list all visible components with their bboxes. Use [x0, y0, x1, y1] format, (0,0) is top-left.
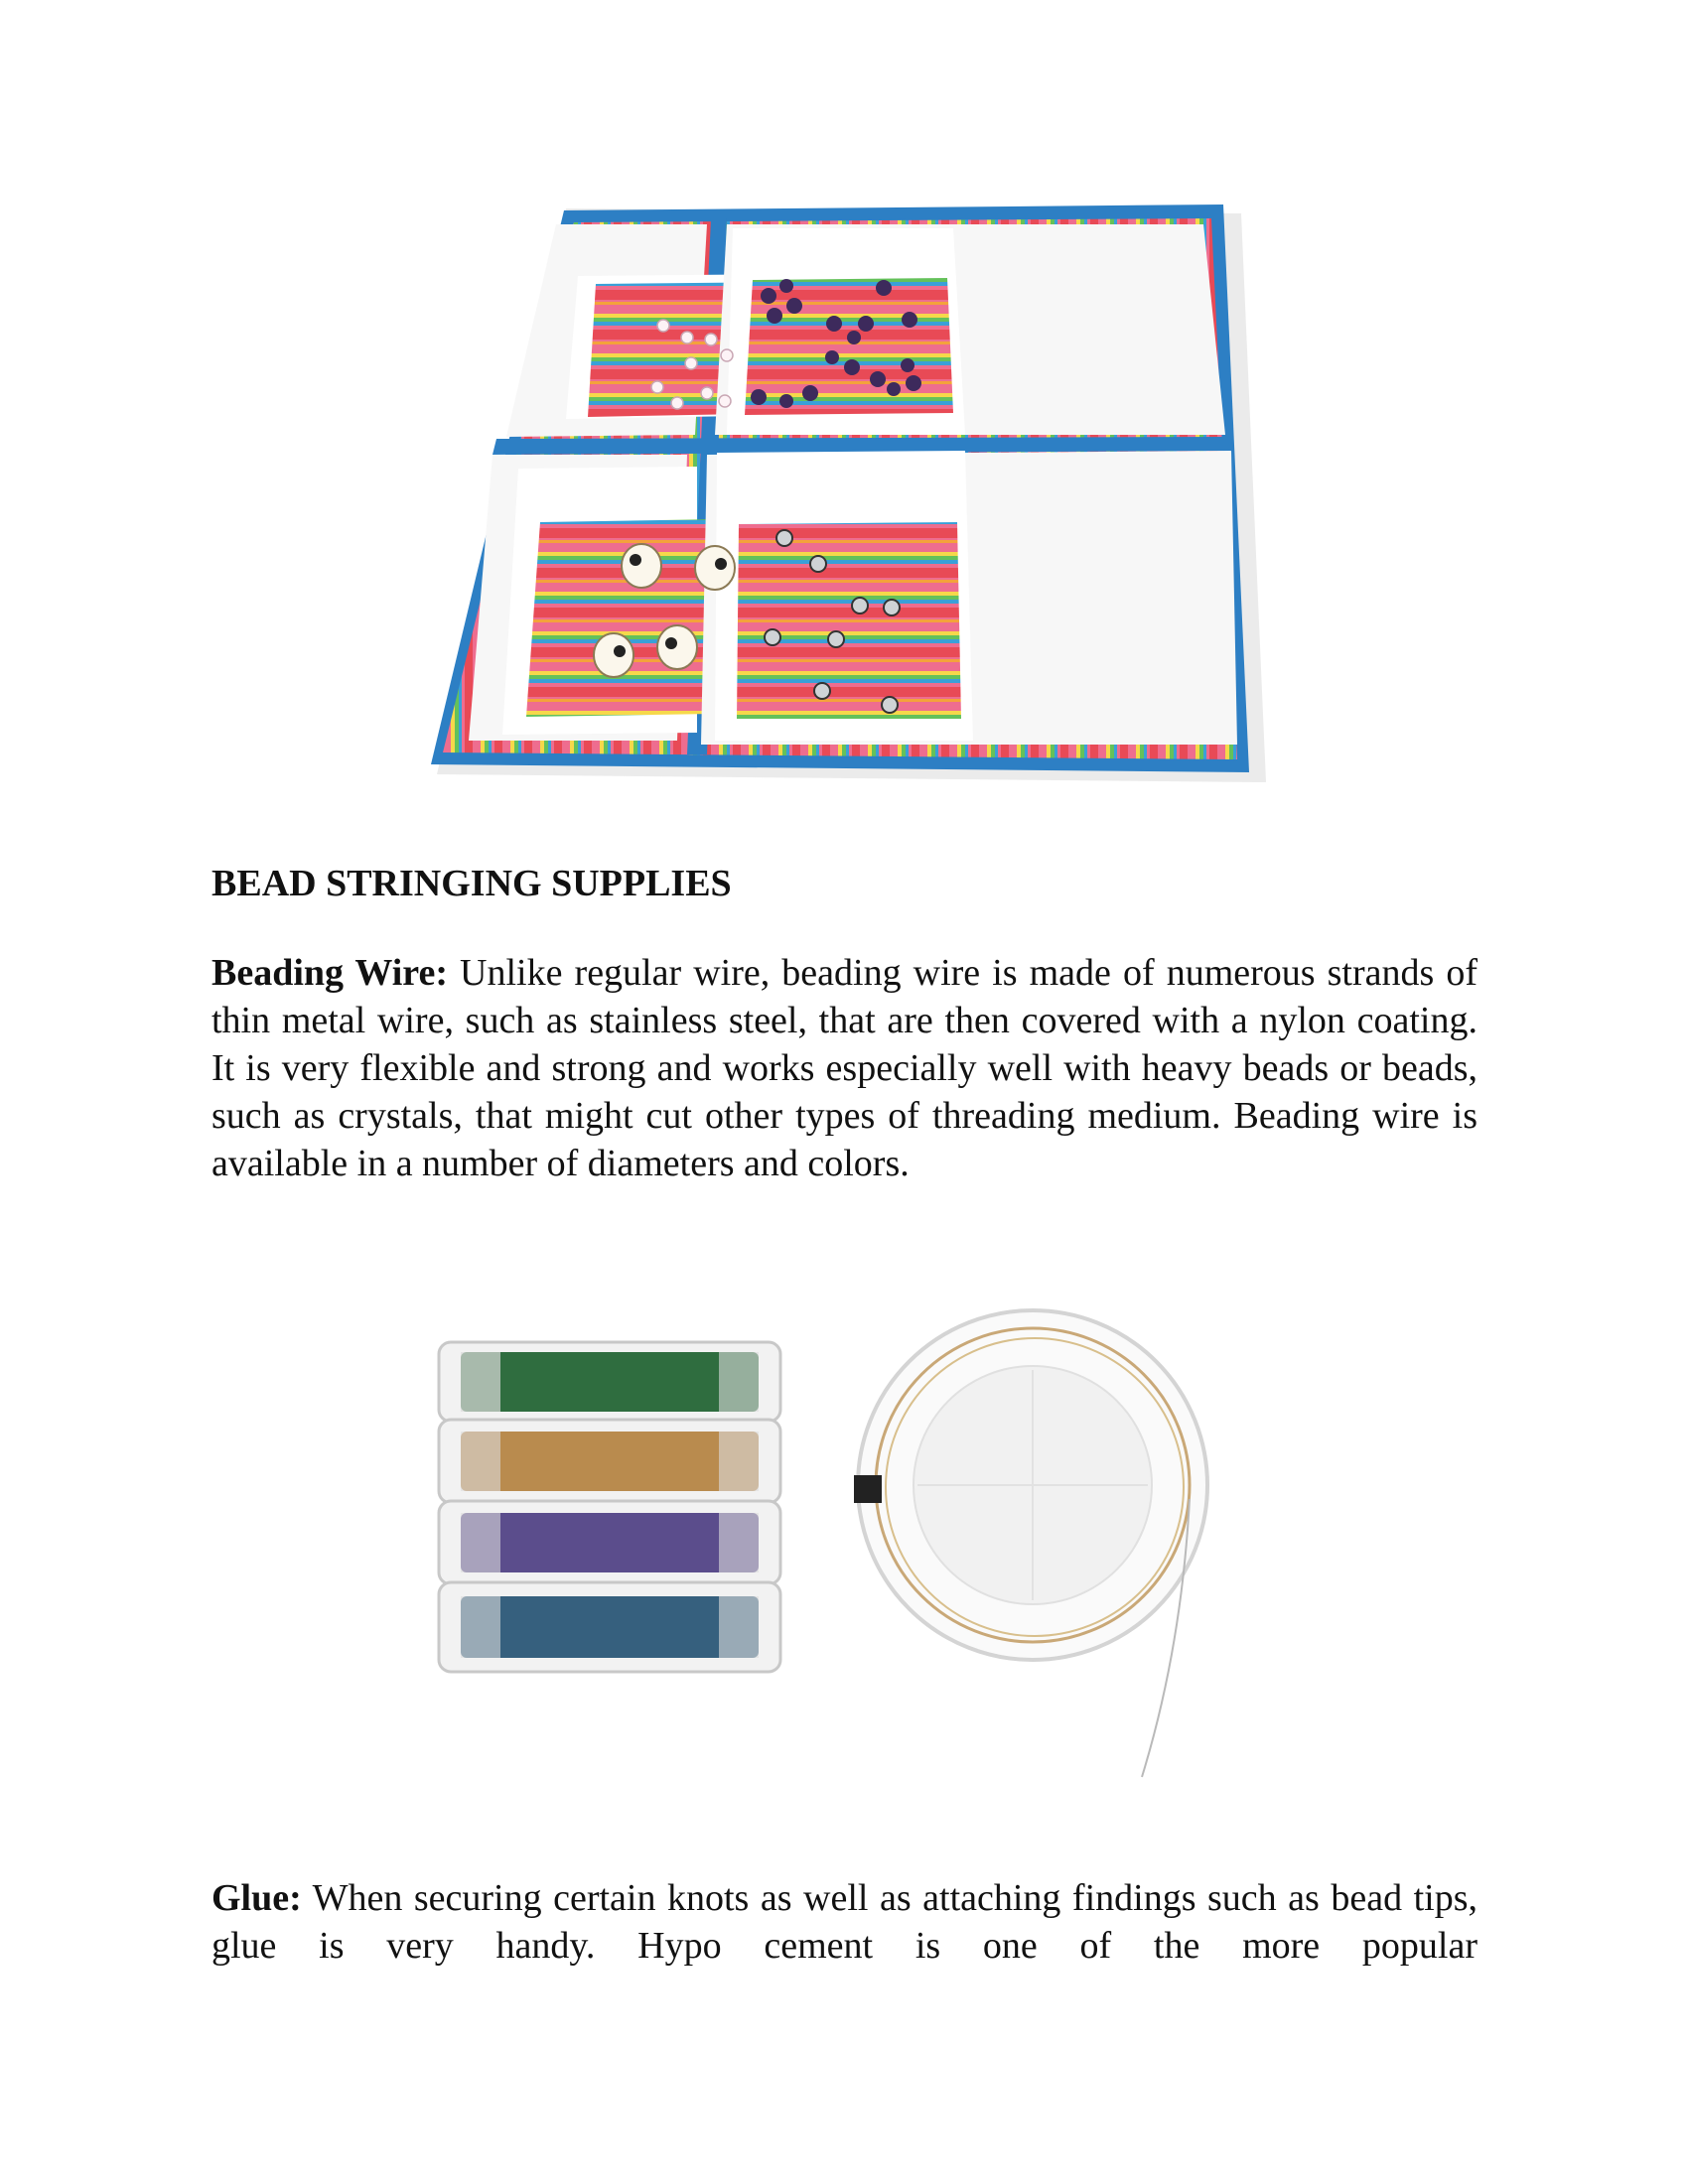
beading-wire-paragraph: [211, 949, 1477, 1187]
blue-wire-spool: [461, 1596, 759, 1658]
glue-paragraph: [211, 1874, 1477, 1970]
section-heading: BEAD STRINGING SUPPLIES: [211, 863, 732, 904]
glue-description: When securing certain knots as well as attaching findings such as bead tips, glue is very handy. Hypo cement is one of the more popular: [211, 1877, 1477, 1967]
beading-wire-spools-photo: [417, 1291, 1251, 1827]
beading-wire-term: Beading Wire:: [211, 952, 448, 994]
green-wire-spool: [461, 1352, 759, 1412]
stacked-wire-spools: [439, 1342, 780, 1672]
compartment-bottom-right: [737, 522, 961, 719]
beading-wire-description: Unlike regular wire, beading wire is made of numerous strands of thin metal wire, such as stainless steel, that are then covered with a nylon coating. It is very flexible and strong and works especially well with heavy beads or beads, such as crystals, that might cut other types of threading medium. Beading wire is available in a number of diameters and colors.: [211, 952, 1477, 1184]
glue-term: Glue:: [211, 1877, 302, 1919]
clear-wire-spool: [854, 1310, 1207, 1777]
bead-tray-photo: [417, 189, 1271, 804]
spool-clip: [854, 1475, 882, 1503]
purple-wire-spool: [461, 1513, 759, 1572]
gold-wire-spool: [461, 1432, 759, 1491]
